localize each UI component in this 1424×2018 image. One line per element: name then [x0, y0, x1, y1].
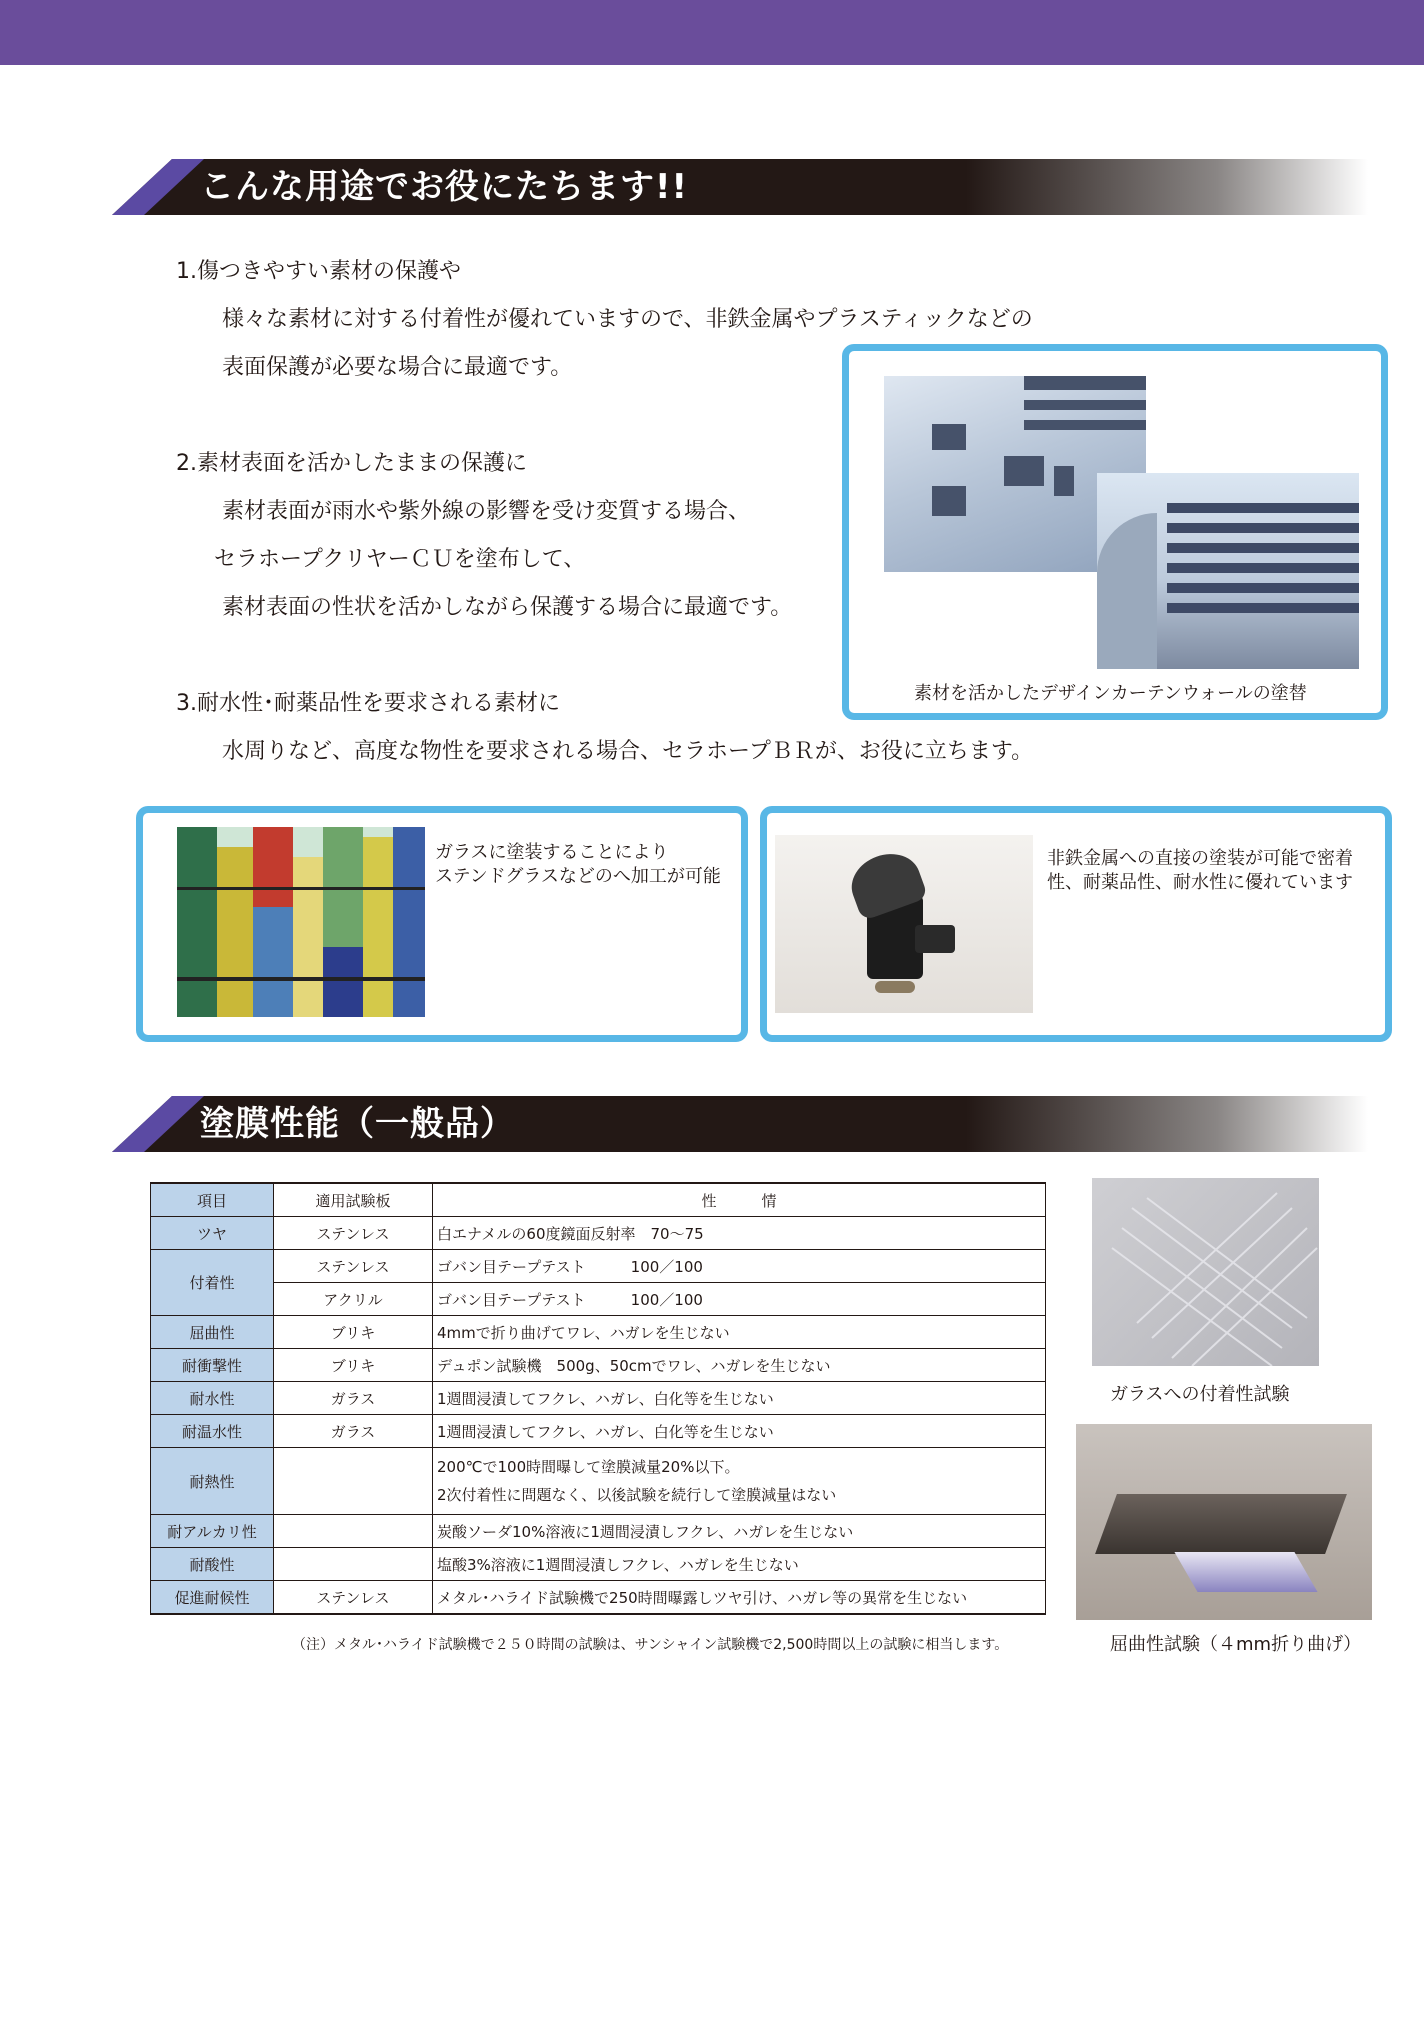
row-plate: ブリキ: [274, 1349, 433, 1382]
crosshatch-icon: [1092, 1178, 1319, 1366]
section-title-uses: こんな用途でお役にたちます!!: [200, 167, 689, 207]
use-item-line: 素材表面が雨水や紫外線の影響を受け変質する場合、: [222, 499, 751, 524]
table-footnote: （注）メタル･ハライド試験機で２５０時間の試験は、サンシャイン試験機で2,500時間以上の試験に相当します。: [292, 1637, 1009, 1653]
row-item: 促進耐候性: [151, 1581, 274, 1615]
use-item-line: 水周りなど、高度な物性を要求される場合、セラホープＢＲが、お役に立ちます。: [222, 739, 1034, 764]
row-plate: ガラス: [274, 1382, 433, 1415]
section-title-performance: 塗膜性能（一般品）: [200, 1104, 515, 1144]
use-item-line: 様々な素材に対する付着性が優れていますので、非鉄金属やプラスティックなどの: [222, 307, 1033, 332]
row-item: 耐熱性: [151, 1448, 274, 1515]
row-property: ゴバン目テープテスト 100／100: [433, 1283, 1046, 1316]
row-plate: ステンレス: [274, 1581, 433, 1615]
row-plate: [274, 1515, 433, 1548]
table-row: [151, 1448, 1046, 1515]
table-row: [151, 1316, 1046, 1349]
bend-test-photo: [1076, 1424, 1372, 1620]
row-item: 耐水性: [151, 1382, 274, 1415]
row-property: メタル･ハライド試験機で250時間曝露しツヤ引け、ハガレ等の異常を生じない: [433, 1581, 1046, 1615]
row-plate: ステンレス: [274, 1217, 433, 1250]
row-property: 4mmで折り曲げてワレ、ハガレを生じない: [433, 1316, 1046, 1349]
use-item-line: 素材表面の性状を活かしながら保護する場合に最適です。: [222, 595, 793, 620]
row-property: デュポン試験機 500g、50cmでワレ、ハガレを生じない: [433, 1349, 1046, 1382]
row-item: 耐温水性: [151, 1415, 274, 1448]
use-item-line: セラホープクリヤーＣＵを塗布して、: [214, 547, 586, 572]
section-header-performance: [112, 1096, 1368, 1152]
nonferrous-metal-frame: [760, 806, 1392, 1042]
table-row: [151, 1217, 1046, 1250]
use-item-heading: 2.素材表面を活かしたままの保護に: [176, 451, 527, 476]
caption-line: ガラスに塗装することにより: [435, 842, 669, 863]
use-item-heading: 1.傷つきやすい素材の保護や: [176, 259, 461, 284]
property-line: 200℃で100時間曝して塗膜減量20%以下。: [437, 1458, 740, 1476]
property-line: 2次付着性に問題なく、以後試験を続行して塗膜減量はない: [437, 1486, 837, 1504]
use-item-heading: 3.耐水性･耐薬品性を要求される素材に: [176, 691, 560, 716]
table-row: [151, 1349, 1046, 1382]
row-item: 耐アルカリ性: [151, 1515, 274, 1548]
row-property: [433, 1448, 1046, 1515]
row-property: 炭酸ソーダ10%溶液に1週間浸漬しフクレ、ハガレを生じない: [433, 1515, 1046, 1548]
header-property: 性 情: [433, 1183, 1046, 1217]
section-header-uses: [112, 159, 1368, 215]
adhesion-test-caption: ガラスへの付着性試験: [1110, 1384, 1290, 1405]
bend-test-caption: 屈曲性試験（４mm折り曲げ）: [1110, 1634, 1362, 1655]
caption-line: 非鉄金属への直接の塗装が可能で密着: [1047, 848, 1353, 869]
row-plate: [274, 1448, 433, 1515]
table-row: [151, 1581, 1046, 1615]
building-photo-2: [1097, 473, 1359, 669]
row-item: 耐酸性: [151, 1548, 274, 1581]
table-row: [151, 1382, 1046, 1415]
use-item-2: [176, 440, 792, 632]
row-item: 屈曲性: [151, 1316, 274, 1349]
stained-glass-caption: [435, 841, 721, 889]
table-row: [151, 1515, 1046, 1548]
caption-line: 性、耐薬品性、耐水性に優れています: [1047, 872, 1353, 893]
metal-caption: [1047, 847, 1353, 895]
table-row: [151, 1250, 1046, 1283]
row-plate: ブリキ: [274, 1316, 433, 1349]
row-property: ゴバン目テープテスト 100／100: [433, 1250, 1046, 1283]
metal-pipe-photo: [775, 835, 1033, 1013]
row-plate: [274, 1548, 433, 1581]
table-row: [151, 1548, 1046, 1581]
adhesion-test-photo: [1092, 1178, 1319, 1366]
table-row: [151, 1415, 1046, 1448]
caption-line: ステンドグラスなどのへ加工が可能: [435, 866, 721, 887]
stained-glass-frame: [136, 806, 748, 1042]
row-property: 塩酸3%溶液に1週間浸漬しフクレ、ハガレを生じない: [433, 1548, 1046, 1581]
table-header-row: [151, 1183, 1046, 1217]
curtain-wall-frame: [842, 344, 1388, 720]
header-plate: 適用試験板: [274, 1183, 433, 1217]
performance-table: [150, 1182, 1046, 1615]
table-row: [151, 1283, 1046, 1316]
row-property: 1週間浸漬してフクレ、ハガレ、白化等を生じない: [433, 1382, 1046, 1415]
row-plate: ステンレス: [274, 1250, 433, 1283]
stained-glass-photo: [177, 827, 425, 1017]
row-plate: アクリル: [274, 1283, 433, 1316]
row-plate: ガラス: [274, 1415, 433, 1448]
row-item: 付着性: [151, 1250, 274, 1316]
header-item: 項目: [151, 1183, 274, 1217]
curtain-wall-caption: 素材を活かしたデザインカーテンウォールの塗替: [914, 683, 1307, 704]
row-property: 1週間浸漬してフクレ、ハガレ、白化等を生じない: [433, 1415, 1046, 1448]
row-property: 白エナメルの60度鏡面反射率 70～75: [433, 1217, 1046, 1250]
row-item: ツヤ: [151, 1217, 274, 1250]
use-item-line: 表面保護が必要な場合に最適です。: [222, 355, 573, 380]
top-color-bar: [0, 0, 1424, 65]
row-item: 耐衝撃性: [151, 1349, 274, 1382]
